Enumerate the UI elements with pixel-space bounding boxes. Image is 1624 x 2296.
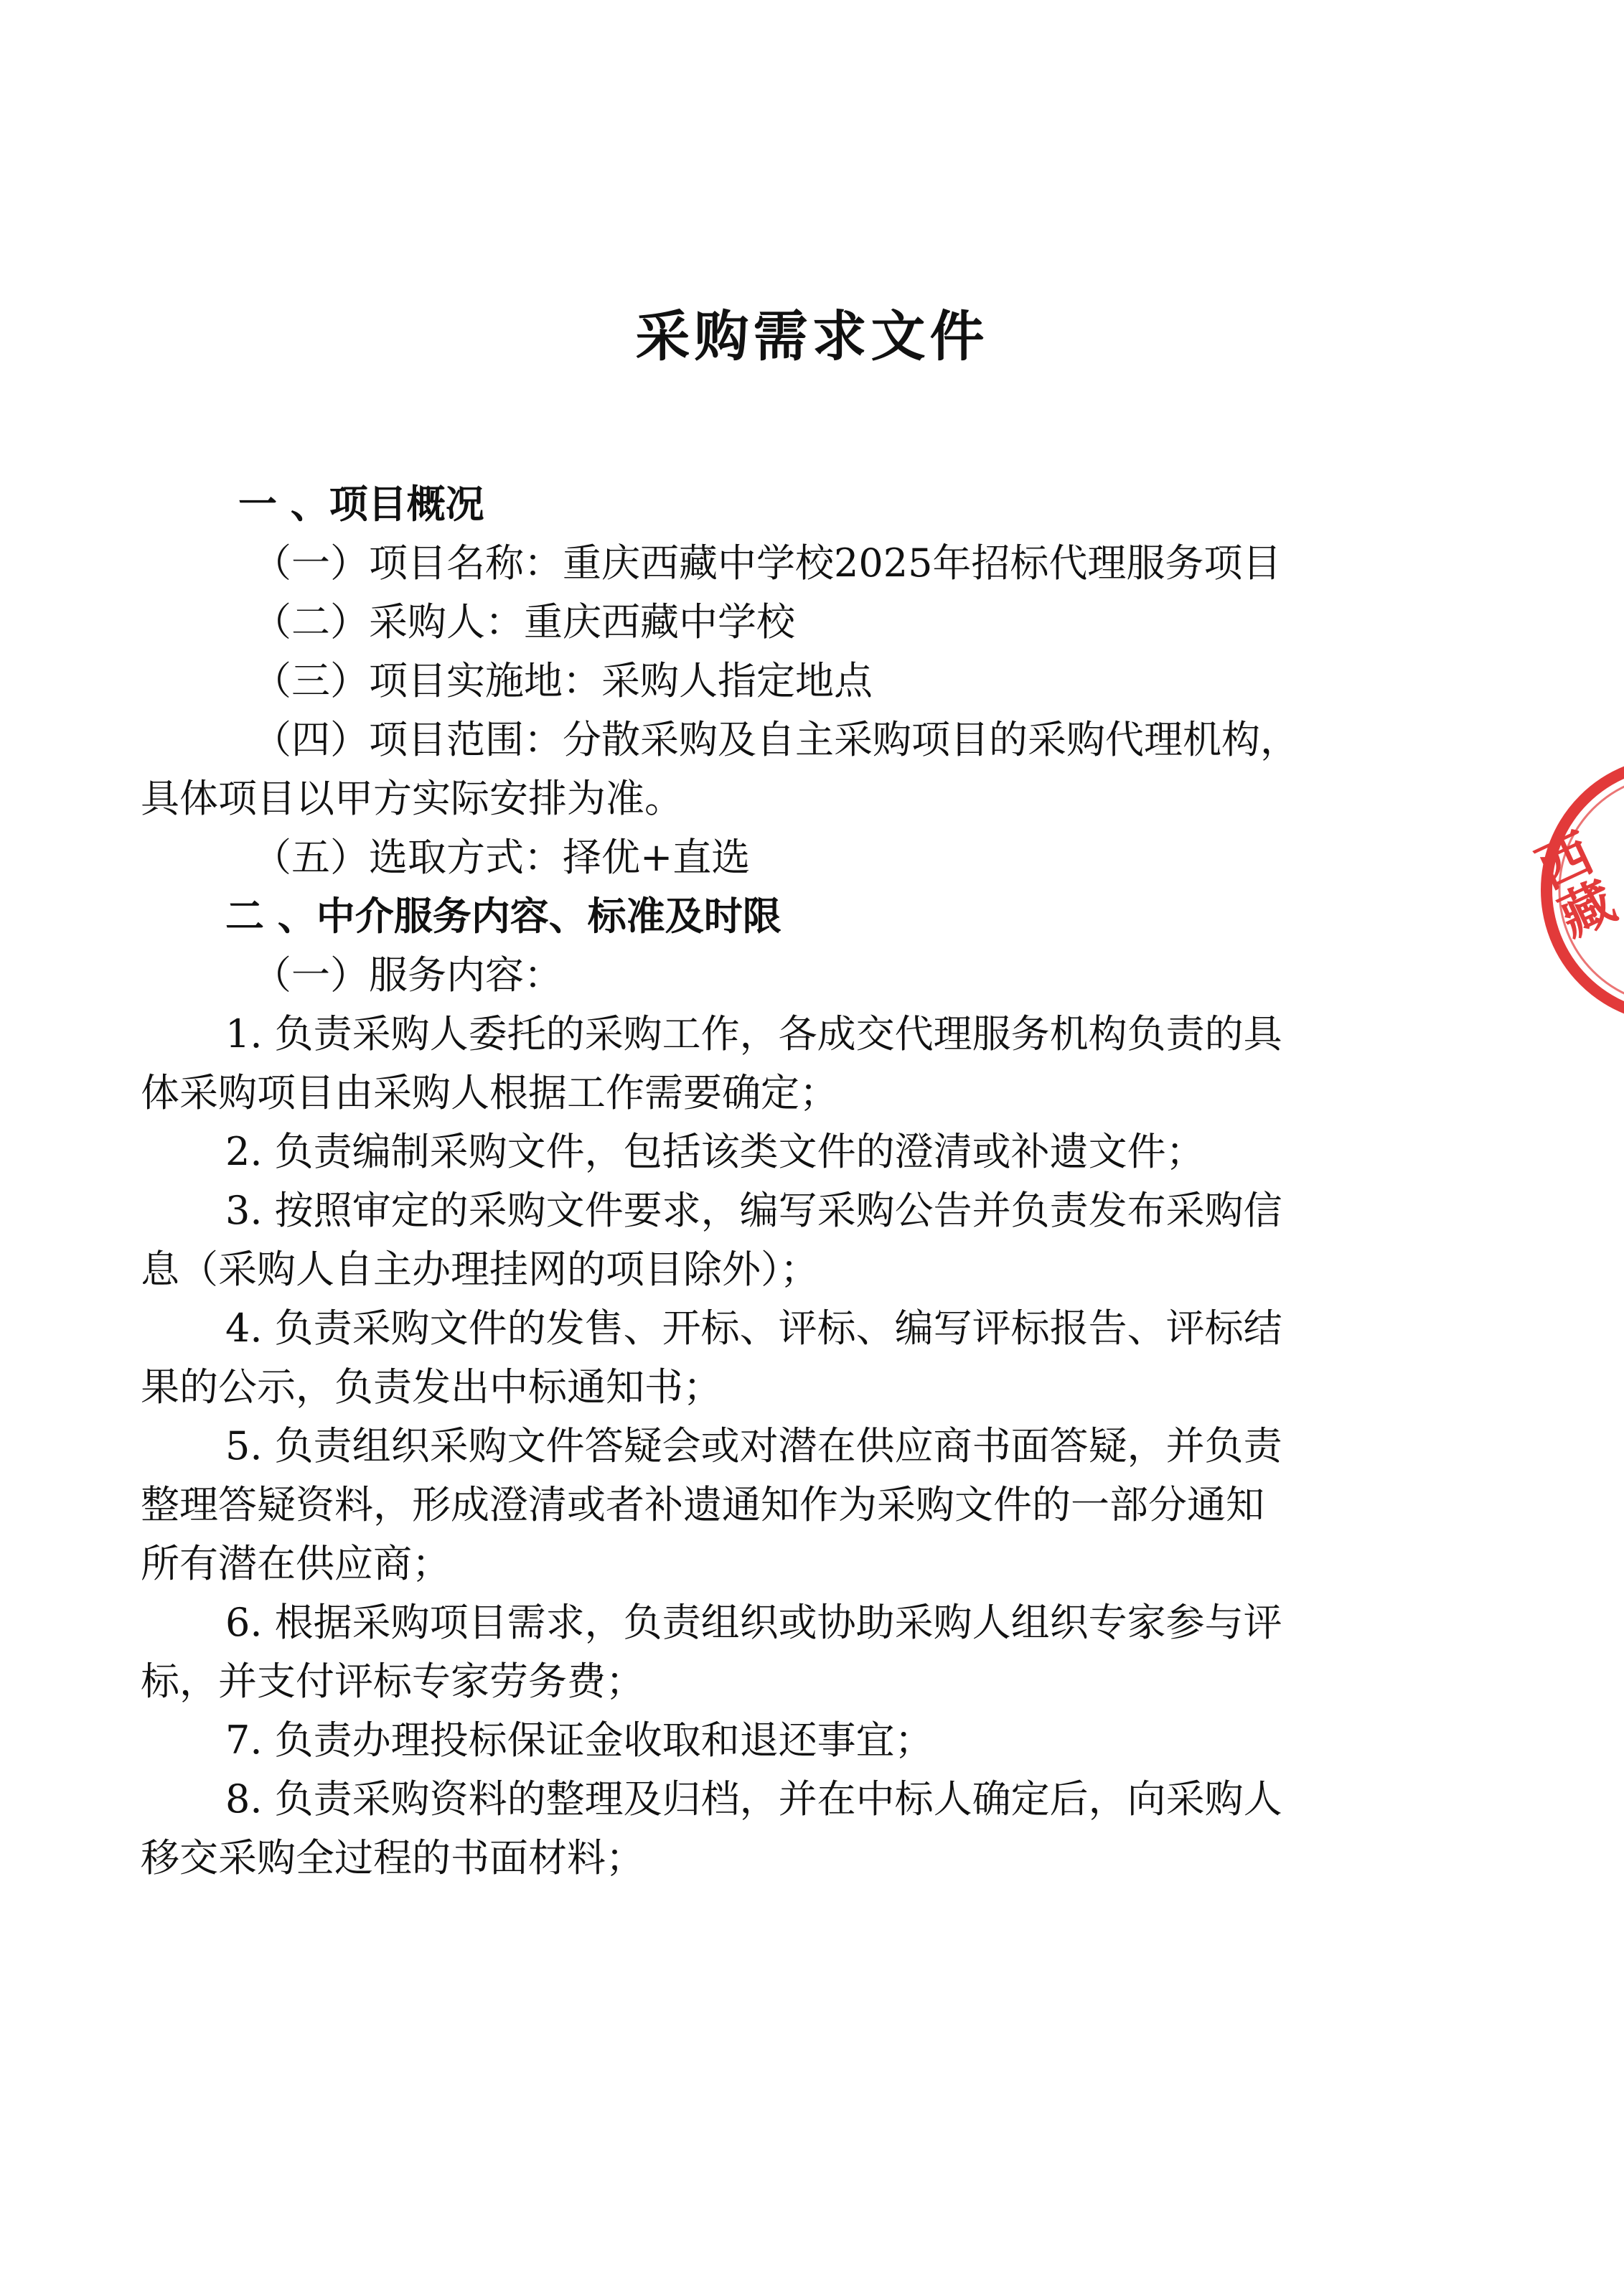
service-item-8-cont: 移交采购全过程的书面材料； <box>141 1835 644 1880</box>
scope-line-cont: 具体项目以甲方实际安排为准。 <box>141 776 683 821</box>
service-item-6: 6. 根据采购项目需求，负责组织或协助采购人组织专家参与评 <box>225 1600 1282 1645</box>
service-item-4-cont: 果的公示，负责发出中标通知书； <box>141 1364 722 1410</box>
service-item-3: 3. 按照审定的采购文件要求，编写采购公告并负责发布采购信 <box>225 1188 1282 1233</box>
service-content-subheading: （一）服务内容： <box>253 952 563 998</box>
service-item-5-cont-2: 所有潜在供应商； <box>141 1541 451 1586</box>
service-item-1-cont: 体采购项目由采购人根据工作需要确定； <box>141 1070 838 1115</box>
scope-line: （四）项目范围：分散采购及自主采购项目的采购代理机构， <box>253 717 1299 762</box>
service-item-2: 2. 负责编制采购文件，包括该类文件的澄清或补遗文件； <box>225 1129 1205 1174</box>
project-name-line: （一）项目名称：重庆西藏中学校2025年招标代理服务项目 <box>253 540 1282 586</box>
service-item-7: 7. 负责办理投标保证金收取和退还事宜； <box>225 1718 934 1763</box>
location-line: （三）项目实施地：采购人指定地点 <box>253 658 873 703</box>
section-1-heading: 一 、项目概况 <box>238 482 484 527</box>
seal-text: 西藏 <box>1521 824 1622 947</box>
service-item-6-cont: 标，并支付评标专家劳务费； <box>141 1659 644 1704</box>
service-item-3-cont: 息（采购人自主办理挂网的项目除外）； <box>141 1247 819 1292</box>
document-title: 采购需求文件 <box>635 304 989 368</box>
service-item-4: 4. 负责采购文件的发售、开标、评标、编写评标报告、评标结 <box>225 1306 1282 1351</box>
service-item-8: 8. 负责采购资料的整理及归档，并在中标人确定后，向采购人 <box>225 1776 1282 1822</box>
service-item-1: 1. 负责采购人委托的采购工作，各成交代理服务机构负责的具 <box>225 1011 1282 1056</box>
selection-method-line: （五）选取方式：择优+直选 <box>253 835 751 880</box>
service-item-5-cont: 整理答疑资料，形成澄清或者补遗通知作为采购文件的一部分通知 <box>141 1482 1264 1527</box>
document-body <box>141 475 1454 1888</box>
service-item-5: 5. 负责组织采购文件答疑会或对潜在供应商书面答疑，并负责 <box>225 1423 1282 1468</box>
purchaser-line: （二）采购人：重庆西藏中学校 <box>253 599 795 645</box>
section-2-heading: 二 、中介服务内容、标准及时限 <box>225 894 782 939</box>
official-seal <box>1509 739 1624 1041</box>
